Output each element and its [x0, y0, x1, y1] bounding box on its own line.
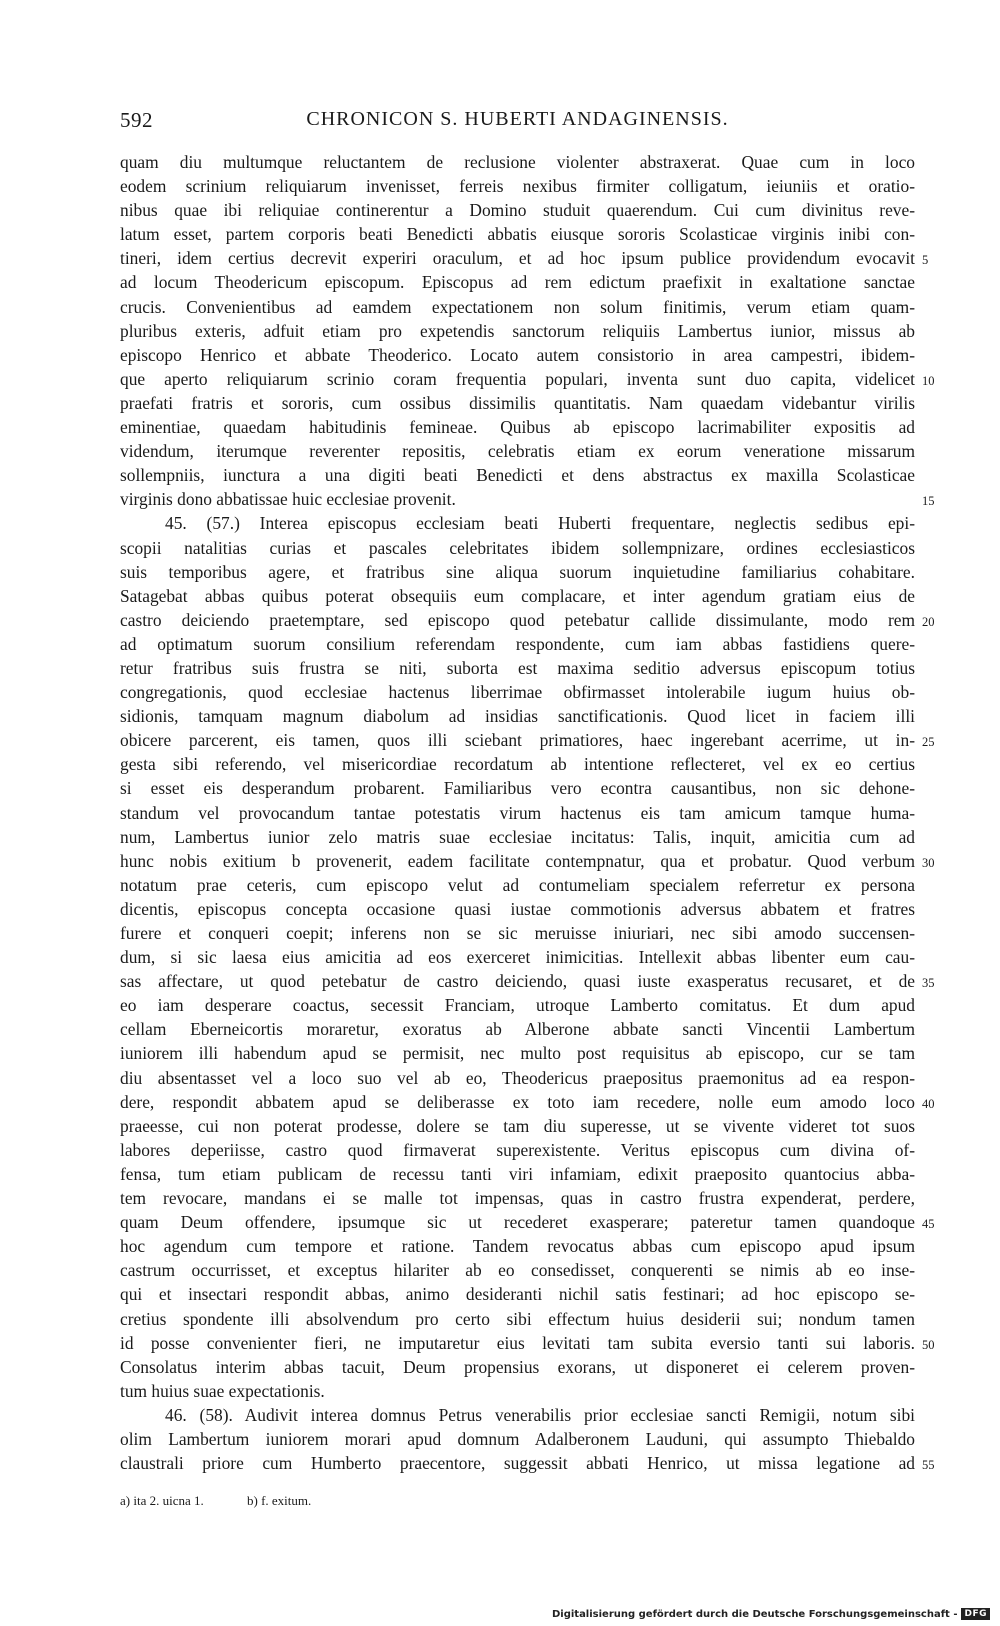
- text-line: [120, 439, 915, 463]
- line-number: 5: [922, 253, 929, 268]
- line-text: castro deiciendo praetemptare, sed episcopo quod petebatur callide dissimulante, modo rem: [120, 609, 915, 630]
- line-text: episcopo Henrico et abbate Theoderico. Locato autem consistorio in area campestri, ibidem-: [120, 344, 915, 365]
- line-text: pluribus exteris, adfuit etiam pro expetendis sanctorum reliquiis Lambertus iunior, missus ab: [120, 320, 915, 341]
- line-number: 10: [922, 373, 935, 388]
- line-text: quam Deum offendere, ipsumque sic ut recederet exasperare; pateretur tamen quandoque: [120, 1212, 915, 1233]
- text-line: [120, 1331, 935, 1355]
- text-line: [120, 1138, 915, 1162]
- text-line: [120, 1234, 915, 1258]
- credit-text: Digitalisierung gefördert durch die Deutsche Forschungsgemeinschaft -: [551, 1608, 958, 1620]
- line-text: videndum, iterumque reverenter repositis, celebratis etiam ex eorum veneratione missarum: [120, 441, 915, 462]
- line-text: iuniorem illi habendum apud se permisit, nec multo post requisitus ab episcopo, cur se tam: [120, 1043, 915, 1064]
- page-number: 592: [120, 108, 153, 132]
- text-line: [120, 1307, 915, 1331]
- line-text: hunc nobis exitium b provenerit, eadem facilitate contempnatur, qua et probatur. Quod verbum: [120, 850, 915, 871]
- line-text: claustrali priore cum Humberto praecentore, suggessit abbati Henrico, ut missa legatione ad: [120, 1453, 915, 1474]
- line-text: 46. (58). Audivit interea domnus Petrus venerabilis prior ecclesiae sancti Remigii, notum sibi: [165, 1404, 915, 1425]
- line-text: ad locum Theodericum episcopum. Episcopus ad rem edictum praefixit in exaltatione sanctae: [120, 272, 915, 293]
- line-text: eodem scrinium reliquiarum invenisset, ferreis nexibus firmiter colligatum, ieiuniis et oratio-: [120, 176, 915, 197]
- footnote-a: a) ita 2. uicna 1.: [120, 1493, 204, 1508]
- line-text: sidionis, tamquam magnum diabolum ad insidias sanctificationis. Quod licet in faciem illi: [120, 706, 915, 727]
- line-text: id posse convenienter fieri, ne imputaretur eius levitati tam subita eversio tanti sui laboris.: [120, 1332, 915, 1353]
- line-text: furere et conqueri coepit; inferens non se sic meruisse iniuriari, nec sibi amodo succensen-: [120, 923, 915, 943]
- line-number: 25: [922, 735, 935, 750]
- line-text: que aperto reliquiarum scrinio coram frequentia populari, inventa sunt duo capita, videlicet: [120, 368, 915, 389]
- line-number: 40: [922, 1096, 935, 1111]
- line-text: quam diu multumque reluctantem de reclusione violenter abstraxerat. Quae cum in loco: [120, 152, 915, 172]
- line-text: standum vel provocandum tantae potestatis virum hactenus eis tam amicum tamque huma-: [120, 802, 915, 823]
- text-line: [120, 391, 915, 415]
- text-line: [120, 1403, 915, 1427]
- main-text: [120, 150, 935, 1475]
- text-line: [120, 511, 915, 535]
- text-line: [120, 415, 915, 439]
- line-text: eo iam desperare coactus, secessit Franciam, utroque Lamberto comitatus. Et dum apud: [120, 995, 915, 1016]
- line-text: sas affectare, ut quod petebatur de castro deiciendo, quasi iuste exasperatus recusaret, et de: [120, 971, 915, 992]
- text-line: [120, 704, 915, 728]
- running-title: CHRONICON S. HUBERTI ANDAGINENSIS.: [306, 108, 729, 130]
- line-text: cellam Eberneicortis moraretur, exoratus ab Alberone abbate sancti Vincentii Lambertum: [120, 1019, 915, 1040]
- line-text: dum, si sic laesa eius amicitia ad eos exerceret inimicitias. Intellexit abbas libenter eum cau-: [120, 947, 915, 968]
- line-text: retur fratribus suis frustra se niti, suborta est maxima seditio adversus episcopum totius: [120, 657, 915, 678]
- line-text: olim Lambertum iuniorem morari apud domnum Adalberonem Lauduni, qui assumpto Thiebaldo: [120, 1428, 915, 1449]
- text-line: [120, 608, 935, 632]
- line-text: num, Lambertus iunior zelo matris suae ecclesiae incitatus: Talis, inquit, amicitia cum ad: [120, 826, 915, 847]
- text-line: [120, 1041, 915, 1065]
- text-line: [120, 945, 915, 969]
- line-text: castrum occurrisset, et exceptus hilariter ab eo consedisset, conquerenti se nimis ab eo inse-: [120, 1260, 915, 1281]
- line-text: obicere parcerent, eis tamen, quos illi sciebant primatiores, haec ingerebant acerrime, ut in-: [120, 730, 915, 751]
- text-line: [120, 1210, 935, 1234]
- footnotes: [120, 1493, 351, 1509]
- text-line: [120, 825, 915, 849]
- text-line: [120, 150, 915, 174]
- text-line: [120, 319, 915, 343]
- text-line: [120, 873, 915, 897]
- text-line: [120, 752, 915, 776]
- text-line: [120, 1379, 915, 1403]
- text-line: [120, 921, 915, 945]
- text-line: [120, 222, 915, 246]
- text-line: [120, 584, 915, 608]
- text-line: [120, 1258, 915, 1282]
- text-line: [120, 776, 915, 800]
- text-line: [120, 174, 915, 198]
- line-text: gesta sibi referendo, vel misericordiae recordatum ab intentione reflecteret, vel ex eo certius: [120, 754, 915, 775]
- text-line: [120, 680, 915, 704]
- line-text: fensa, tum etiam publicam de recessu tanti viri infamiam, edixit praeposito quantocius abba-: [120, 1163, 915, 1184]
- text-line: [120, 849, 935, 873]
- line-text: diu absentasset vel a loco suo vel ab eo, Theodericus praepositus praemonitus ad ea respon-: [120, 1067, 915, 1088]
- line-number: 30: [922, 855, 935, 870]
- text-line: [120, 969, 935, 993]
- line-text: dere, respondit abbatem apud se deliberasse ex toto iam recedere, nolle eum amodo loco: [120, 1091, 915, 1112]
- line-text: tineri, idem certius decrevit experiri oraculum, et ad hoc ipsum publice providendum evocavit: [120, 248, 915, 269]
- text-line: [120, 632, 915, 656]
- line-text: qui et insectari respondit abbas, animo desideranti nichil satis festinari; ad hoc episcopo se-: [120, 1284, 915, 1305]
- text-line: [120, 1451, 935, 1475]
- text-line: [120, 1066, 915, 1090]
- line-text: scopii natalitias curias et pascales celebritates ibidem sollempnizare, ordines ecclesiasticos: [120, 537, 915, 558]
- text-line: [120, 463, 915, 487]
- line-number: 55: [922, 1458, 935, 1473]
- line-text: labores deperiisse, castro quod firmaverat superexistente. Veritus episcopus cum divina of-: [120, 1139, 915, 1160]
- line-text: dicentis, episcopus concepta occasione quasi iustae commotionis adversus abbatem et fratres: [120, 898, 915, 919]
- line-number: 50: [922, 1337, 935, 1352]
- line-text: Consolatus interim abbas tacuit, Deum propensius exorans, ut disponeret ei celerem proven-: [120, 1356, 915, 1377]
- text-line: [120, 1090, 935, 1114]
- line-text: hoc agendum cum tempore et ratione. Tandem revocatus abbas cum episcopo apud ipsum: [120, 1236, 915, 1257]
- text-line: [120, 198, 915, 222]
- line-text: virginis dono abbatissae huic ecclesiae provenit.: [120, 489, 456, 510]
- text-line: [120, 343, 915, 367]
- dfg-logo: DFG: [961, 1608, 990, 1620]
- text-line: [120, 728, 935, 752]
- page-header: [120, 108, 915, 138]
- text-line: [120, 897, 915, 921]
- text-line: [120, 993, 915, 1017]
- text-line: [120, 1282, 915, 1306]
- text-line: [120, 1114, 915, 1138]
- text-line: [120, 656, 915, 680]
- text-line: [120, 536, 915, 560]
- line-number: 45: [922, 1217, 935, 1232]
- footnote-b: b) f. exitum.: [247, 1493, 312, 1508]
- digitization-credit: [552, 1608, 990, 1620]
- line-text: praefati fratris et sororis, cum ossibus dissimilis quantitatis. Nam quaedam videbantur virilis: [120, 392, 915, 413]
- text-line: [120, 1017, 915, 1041]
- line-number: 35: [922, 976, 935, 991]
- line-text: praeesse, cui non poterat prodesse, dolere se tam diu superesse, ut se vivente videret tot suos: [120, 1115, 915, 1136]
- line-text: suis temporibus agere, et fratribus sine aliqua suorum inquietudine familiarius cohabitare.: [120, 561, 915, 582]
- text-line: [120, 801, 915, 825]
- line-text: Satagebat abbas quibus poterat obsequiis eum complacare, et inter agendum gratiam eius de: [120, 585, 915, 606]
- text-line: [120, 295, 915, 319]
- line-text: tum huius suae expectationis.: [120, 1380, 325, 1401]
- line-text: tem revocare, mandans ei se malle tot impensas, quas in castro frustra expenderat, perdere,: [120, 1188, 915, 1209]
- text-line: [120, 1186, 915, 1210]
- line-text: eminentiae, quaedam habitudinis femineae. Quibus ab episcopo lacrimabiliter expositis ad: [120, 417, 915, 438]
- line-text: nibus quae ibi reliquiae continerentur a Domino studuit quaerendum. Cui cum divinitus reve-: [120, 200, 915, 221]
- text-line: [120, 1355, 915, 1379]
- text-line: [120, 1427, 915, 1451]
- text-line: [120, 246, 929, 270]
- line-number: 15: [922, 494, 935, 509]
- text-line: [120, 560, 915, 584]
- line-text: 45. (57.) Interea episcopus ecclesiam beati Huberti frequentare, neglectis sedibus epi-: [165, 513, 915, 534]
- line-text: crucis. Convenientibus ad eamdem expectationem non solum finitimis, verum etiam quam-: [120, 296, 915, 317]
- line-text: notatum prae ceteris, cum episcopo velut ad contumeliam specialem referretur ex persona: [120, 874, 915, 895]
- line-number: 20: [922, 614, 935, 629]
- text-line: [120, 1162, 915, 1186]
- line-text: si esset eis desperandum probarent. Familiaribus vero econtra causantibus, non sic dehone-: [120, 778, 915, 799]
- line-text: latum esset, partem corporis beati Benedicti abbatis eiusque sororis Scolasticae virginis inibi con-: [120, 224, 915, 245]
- text-line: [120, 487, 935, 511]
- text-line: [120, 367, 935, 391]
- line-text: cretius spondente illi absolvendum pro certo sibi effectum huius desiderii sui; nondum tamen: [120, 1308, 915, 1329]
- line-text: congregationis, quod ecclesiae hactenus liberrimae obfirmasset intolerabile iugum huius ob-: [120, 682, 915, 703]
- text-line: [120, 270, 915, 294]
- line-text: sollempniis, iunctura a una digiti beati Benedicti et dens abstractus ex maxilla Scolasticae: [120, 465, 915, 486]
- line-text: ad optimatum suorum consilium referendam respondente, cum iam abbas fastidiens quere-: [120, 633, 915, 654]
